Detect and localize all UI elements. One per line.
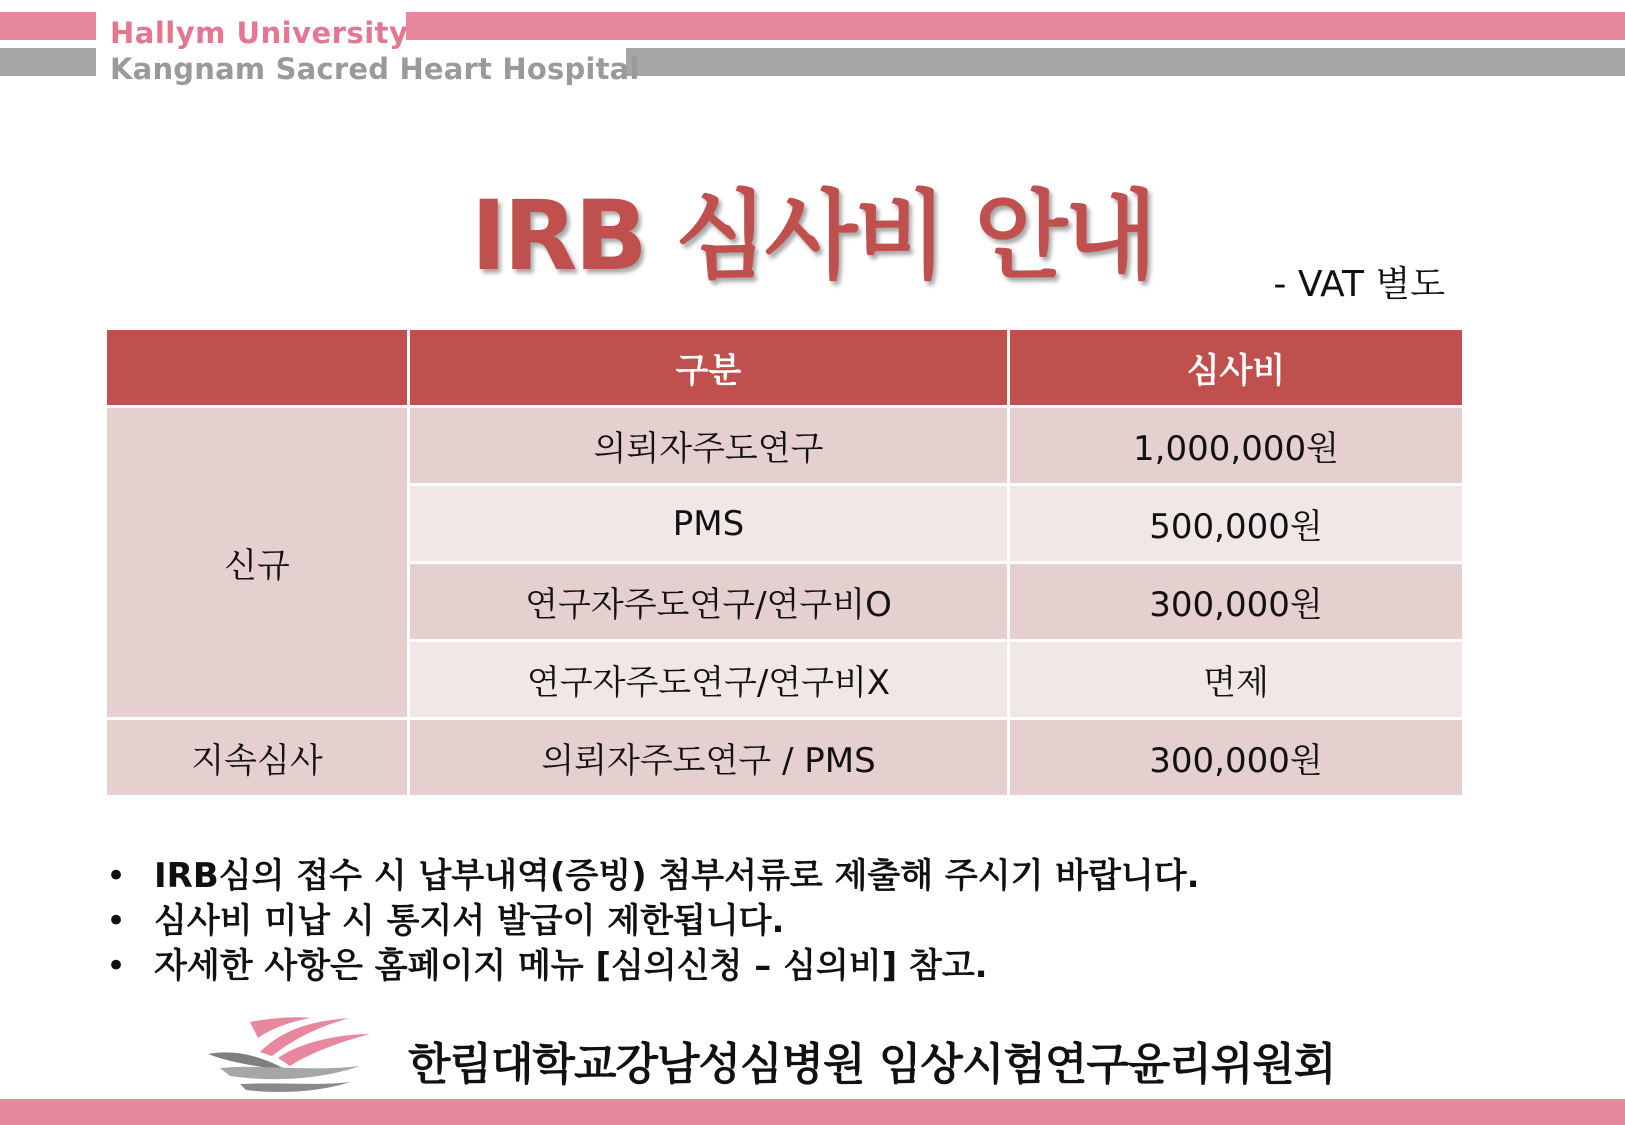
table-row: [106, 719, 1464, 797]
footer-pink-band: [0, 1099, 1625, 1125]
category-cell: 의뢰자주도연구 / PMS: [409, 719, 1009, 797]
note-item: [106, 899, 1200, 944]
note-item: [106, 854, 1200, 899]
bullet-icon: •: [106, 856, 127, 896]
note-text: 심사비 미납 시 통지서 발급이 제한됩니다.: [154, 901, 785, 941]
group-label-continuing: 지속심사: [106, 719, 409, 797]
table-row: [106, 407, 1464, 485]
fee-cell: 1,000,000원: [1009, 407, 1464, 485]
bullet-icon: •: [106, 946, 127, 986]
header-gray-band-right: [626, 48, 1625, 76]
fee-cell: 300,000원: [1009, 563, 1464, 641]
table-header-row: [106, 329, 1464, 407]
footer-committee-name: 한림대학교강남성심병원 임상시험연구윤리위원회: [408, 1039, 1336, 1090]
category-cell: 연구자주도연구/연구비O: [409, 563, 1009, 641]
hallym-logo-icon: [200, 1012, 380, 1096]
fee-table: [104, 327, 1465, 798]
page-title: IRB 심사비 안내: [470, 180, 1155, 292]
group-label-new: 신규: [106, 407, 409, 719]
bullet-icon: •: [106, 901, 127, 941]
header-university-name: Hallym University: [110, 16, 409, 50]
category-cell: PMS: [409, 485, 1009, 563]
fee-cell: 면제: [1009, 641, 1464, 719]
fee-cell: 500,000원: [1009, 485, 1464, 563]
fee-cell: 300,000원: [1009, 719, 1464, 797]
note-text: IRB심의 접수 시 납부내역(증빙) 첨부서류로 제출해 주시기 바랍니다.: [154, 856, 1200, 896]
header-pink-band-right: [406, 12, 1625, 40]
category-cell: 연구자주도연구/연구비X: [409, 641, 1009, 719]
category-cell: 의뢰자주도연구: [409, 407, 1009, 485]
header-cell-empty: [106, 329, 409, 407]
header-gray-band-left: [0, 48, 96, 76]
notes-list: [106, 854, 1200, 989]
header-hospital-name: Kangnam Sacred Heart Hospital: [110, 52, 640, 86]
note-text: 자세한 사항은 홈페이지 메뉴 [심의신청 – 심의비] 참고.: [154, 946, 988, 986]
header-cell-fee: 심사비: [1009, 329, 1464, 407]
header-cell-category: 구분: [409, 329, 1009, 407]
note-item: [106, 944, 1200, 989]
vat-note: - VAT 별도: [1273, 264, 1445, 305]
header-pink-band-left: [0, 12, 96, 40]
